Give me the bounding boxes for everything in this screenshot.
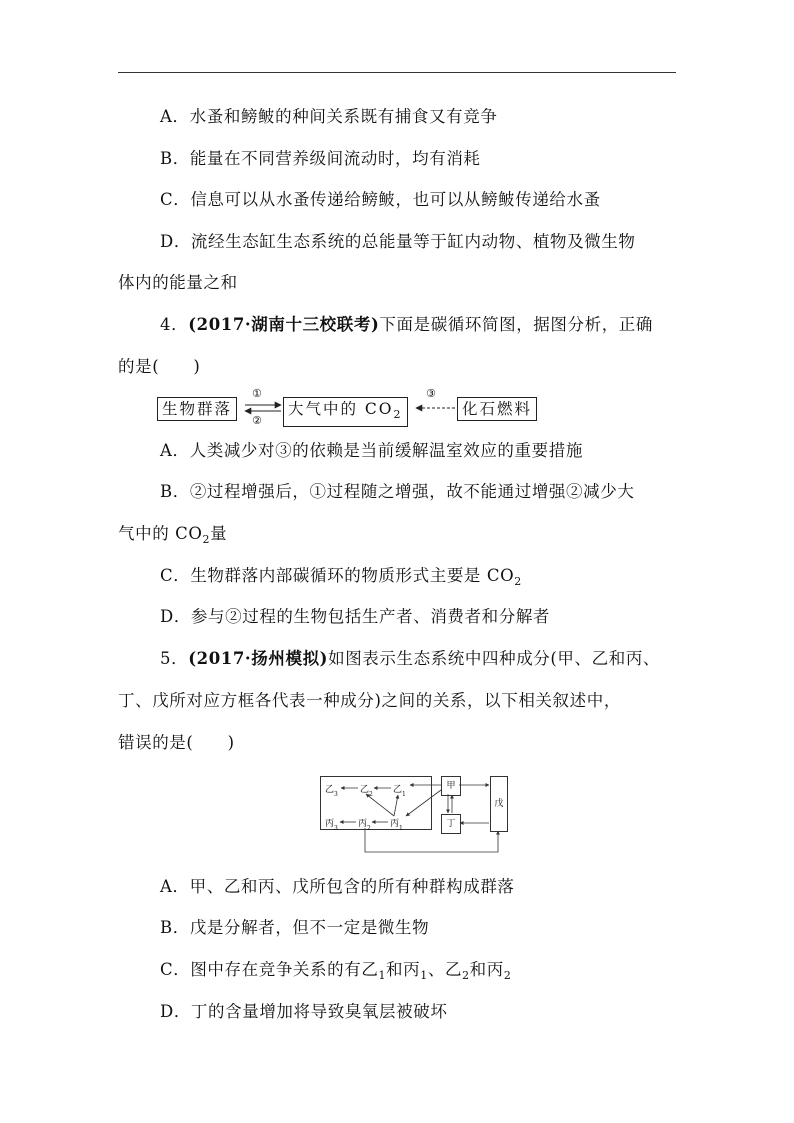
q5-option-b: B．戊是分解者，但不一定是微生物	[160, 918, 430, 937]
q4-option-a: A．人类减少对③的依赖是当前缓解温室效应的重要措施	[160, 441, 583, 460]
q4-number: 4．	[160, 315, 189, 334]
label-yi1: 乙$_1$	[393, 785, 406, 798]
arrow-label-3: ③	[426, 387, 436, 400]
q4-stem-line2: 的是( )	[118, 357, 201, 376]
label-yi3: 乙$_3$	[325, 785, 338, 798]
q5-option-a: A．甲、乙和丙、戊所包含的所有种群构成群落	[160, 877, 515, 896]
q4-option-b-line2: 气中的 $CO_2$量	[118, 524, 228, 546]
q5-number: 5．	[160, 649, 189, 668]
q4-option-b-line1: B．②过程增强后，①过程随之增强，故不能通过增强②减少大	[160, 482, 635, 501]
q5-source: (2017·扬州模拟)	[188, 649, 329, 668]
q4-source: (2017·湖南十三校联考)	[188, 315, 380, 334]
q5-option-c: C．图中存在竞争关系的有乙$_1$和丙$_1$、乙$_2$和丙$_2$	[160, 960, 512, 982]
q3-option-c: C．信息可以从水蚤传递给鳑鲏，也可以从鳑鲏传递给水蚤	[160, 190, 601, 209]
q3-option-a: A．水蚤和鳑鲏的种间关系既有捕食又有竞争	[160, 107, 498, 126]
q4-stem-text: 下面是碳循环简图，据图分析，正确	[379, 315, 653, 334]
q3-option-d-line1: D．流经生态缸生态系统的总能量等于缸内动物、植物及微生物	[160, 232, 636, 251]
label-bing3: 丙$_3$	[325, 819, 338, 832]
box-atmospheric-co2: 大气中的 $CO_2$	[283, 397, 408, 427]
label-yi2: 乙$_2$	[360, 785, 373, 798]
box-ding: 丁	[441, 814, 461, 834]
box-wu: 戊	[490, 776, 508, 832]
q5-option-d: D．丁的含量增加将导致臭氧层被破坏	[160, 1002, 448, 1021]
q3-option-d-line2: 体内的能量之和	[118, 273, 238, 292]
q4-option-c: C．生物群落内部碳循环的物质形式主要是 $CO_2$	[160, 566, 522, 588]
label-bing1: 丙$_1$	[390, 819, 403, 832]
box-jia: 甲	[441, 776, 461, 796]
q5-stem-line3: 错误的是( )	[118, 733, 235, 752]
arrow-label-2: ②	[252, 414, 262, 427]
q5-stem-line2: 丁、戊所对应方框各代表一种成分)之间的关系，以下相关叙述中，	[118, 691, 621, 710]
q5-stem-text: 如图表示生态系统中四种成分(甲、乙和丙、	[328, 649, 661, 668]
label-bing2: 丙$_2$	[358, 819, 371, 832]
q3-option-b: B．能量在不同营养级间流动时，均有消耗	[160, 149, 481, 168]
box-fossil-fuel: 化石燃料	[457, 397, 537, 421]
q4-option-d: D．参与②过程的生物包括生产者、消费者和分解者	[160, 607, 551, 626]
arrow-label-1: ①	[252, 387, 262, 400]
box-biological-community: 生物群落	[157, 397, 237, 421]
